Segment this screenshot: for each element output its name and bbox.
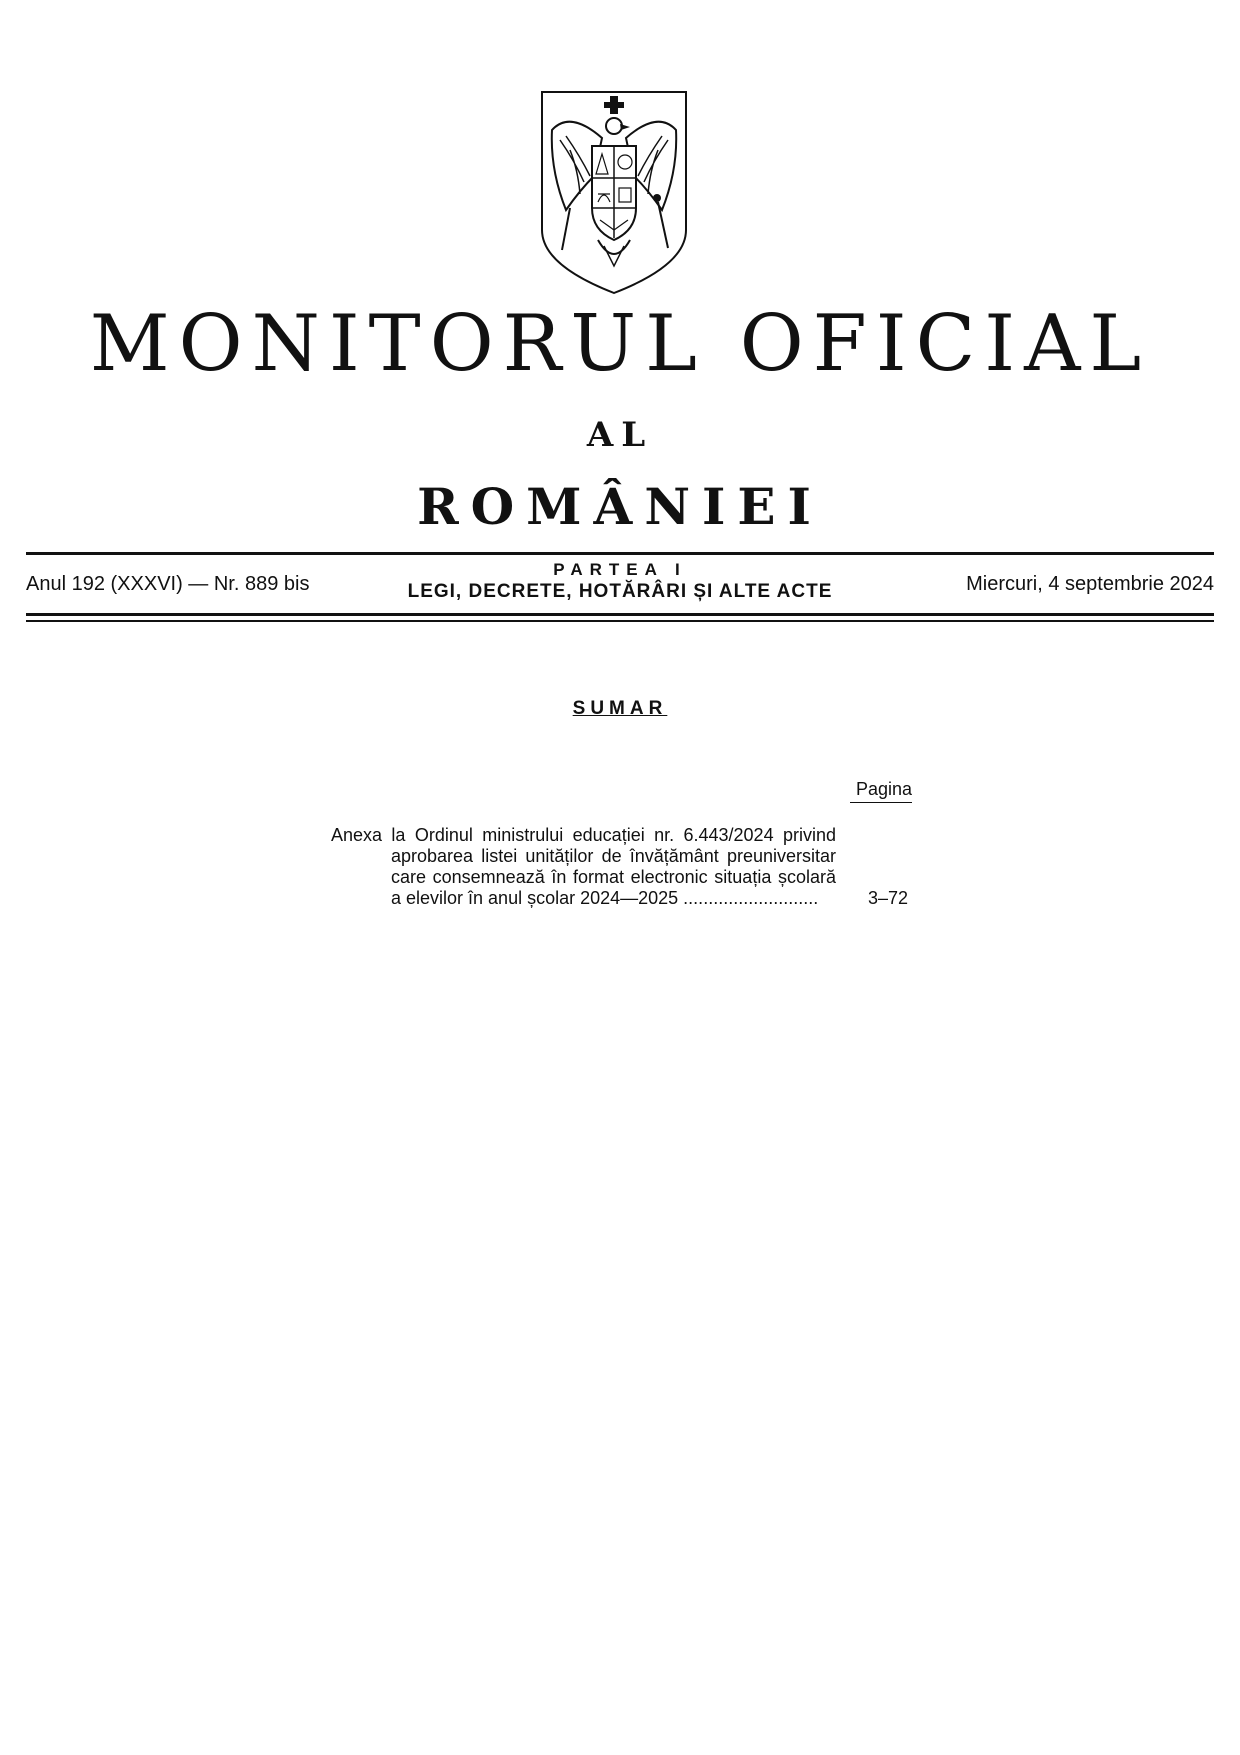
coat-of-arms-icon (540, 90, 688, 295)
toc-entry-text[interactable]: Anexa la Ordinul ministrului educației nr. 6.443/2024 privind aprobarea listei unităților de învățământ preuniversitar care consemnează în format electronic situația școlară a elevilor în anul școlar 2024—2025 ........................... (331, 825, 836, 908)
header-rule-top (26, 552, 1214, 555)
part-label: PARTEA I (553, 560, 687, 579)
header-rule-bottom (26, 613, 1214, 616)
part-subtitle: LEGI, DECRETE, HOTĂRÂRI ȘI ALTE ACTE (407, 581, 833, 602)
issue-number: Anul 192 (XXXVI) — Nr. 889 bis (26, 573, 310, 595)
header-rule-bottom-thin (26, 620, 1214, 622)
issue-date: Miercuri, 4 septembrie 2024 (966, 573, 1214, 595)
publication-subtitle-country: ROMÂNIEI (417, 477, 823, 536)
summary-heading: SUMAR (572, 698, 668, 719)
publication-subtitle-al: AL (586, 415, 654, 455)
page-column-label: Pagina (850, 778, 912, 803)
toc-entry-pages: 3–72 (867, 888, 908, 908)
publication-title: MONITORUL OFICIAL (89, 299, 1151, 389)
